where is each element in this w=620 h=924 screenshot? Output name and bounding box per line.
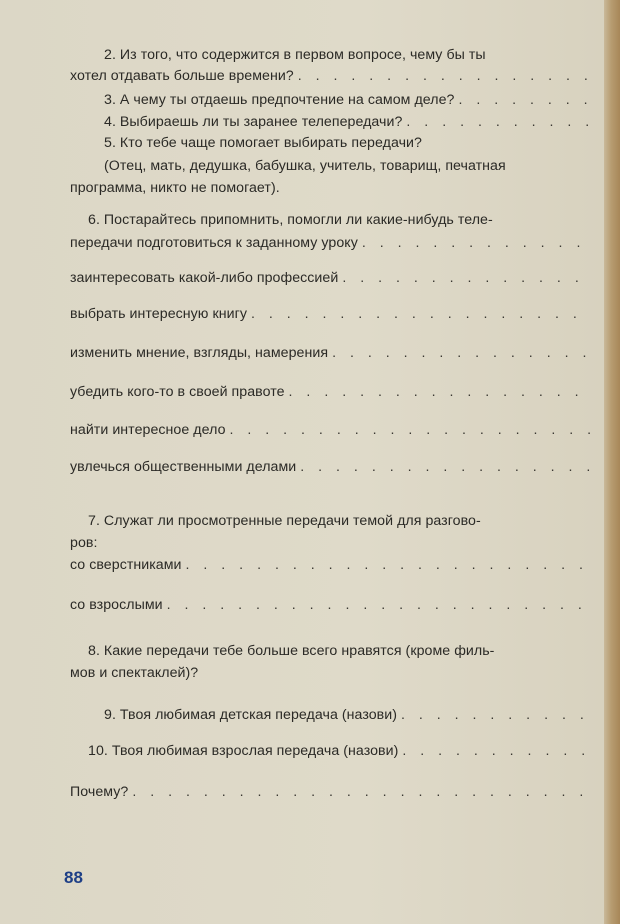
question-6-item-7 xyxy=(70,457,592,477)
question-4-text: 4. Выбираешь ли ты заранее телепередачи? xyxy=(104,114,403,130)
question-6-item-text: заинтересовать какой-либо профессией xyxy=(70,270,339,286)
question-5: 5. Кто тебе чаще помогает выбирать передачи? xyxy=(104,135,422,151)
question-3-text: 3. А чему ты отдаешь предпочтение на самом деле? xyxy=(104,92,455,108)
answer-dots xyxy=(458,90,592,110)
question-6-line-1: 6. Постарайтесь припомнить, помогли ли какие-нибудь теле- xyxy=(88,212,493,228)
question-6-item-text: увлечься общественными делами xyxy=(70,459,297,475)
question-6-item-3 xyxy=(70,304,592,324)
answer-dots xyxy=(401,705,592,725)
answer-dots xyxy=(402,741,592,761)
page-edge xyxy=(604,0,620,924)
question-2-line-1: 2. Из того, что содержится в первом вопросе, чему бы ты xyxy=(104,47,486,63)
question-2-text: хотел отдавать больше времени? xyxy=(70,68,294,84)
question-8-line-1: 8. Какие передачи тебе больше всего нравятся (кроме филь- xyxy=(88,643,495,659)
answer-dots xyxy=(289,382,592,402)
answer-dots xyxy=(406,112,592,132)
question-6-item-text: убедить кого-то в своей правоте xyxy=(70,384,285,400)
question-6-item-6 xyxy=(70,420,592,440)
answer-dots xyxy=(251,304,592,324)
page-number: 88 xyxy=(64,868,83,887)
question-6-item-4 xyxy=(70,343,592,363)
answer-dots xyxy=(167,595,592,615)
answer-dots xyxy=(300,457,592,477)
question-6-item-text: изменить мнение, взгляды, намерения xyxy=(70,345,329,361)
question-7-item-1 xyxy=(70,555,592,575)
question-6-item-5 xyxy=(70,382,592,402)
answer-dots xyxy=(342,268,592,288)
question-6-item-2 xyxy=(70,268,592,288)
answer-dots xyxy=(132,782,592,802)
question-10 xyxy=(88,741,592,761)
question-8-line-2: мов и спектаклей)? xyxy=(70,665,199,681)
question-7-item-text: со сверстниками xyxy=(70,557,182,573)
question-9-text: 9. Твоя любимая детская передача (назови) xyxy=(104,707,397,723)
question-7-item-2 xyxy=(70,595,592,615)
question-6-line-2 xyxy=(70,233,592,253)
answer-dots xyxy=(362,233,592,253)
question-7-line-2: ров: xyxy=(70,535,98,551)
answer-dots xyxy=(298,66,592,86)
question-7-line-1: 7. Служат ли просмотренные передачи темой для разгово- xyxy=(88,513,481,529)
question-3 xyxy=(104,90,592,110)
question-6-item-text: найти интересное дело xyxy=(70,422,226,438)
question-5-options-line-2: программа, никто не помогает). xyxy=(70,180,280,196)
why-text: Почему? xyxy=(70,784,129,800)
why-line xyxy=(70,782,592,802)
answer-dots xyxy=(332,343,592,363)
question-7-item-text: со взрослыми xyxy=(70,597,163,613)
question-10-text: 10. Твоя любимая взрослая передача (назови) xyxy=(88,743,399,759)
question-5-options-line-1: (Отец, мать, дедушка, бабушка, учитель, товарищ, печатная xyxy=(104,158,506,174)
question-6-item-1: передачи подготовиться к заданному уроку xyxy=(70,235,358,251)
question-9 xyxy=(104,705,592,725)
question-4 xyxy=(104,112,592,132)
answer-dots xyxy=(186,555,592,575)
answer-dots xyxy=(230,420,592,440)
question-6-item-text: выбрать интересную книгу xyxy=(70,306,247,322)
question-2-line-2 xyxy=(70,66,592,86)
